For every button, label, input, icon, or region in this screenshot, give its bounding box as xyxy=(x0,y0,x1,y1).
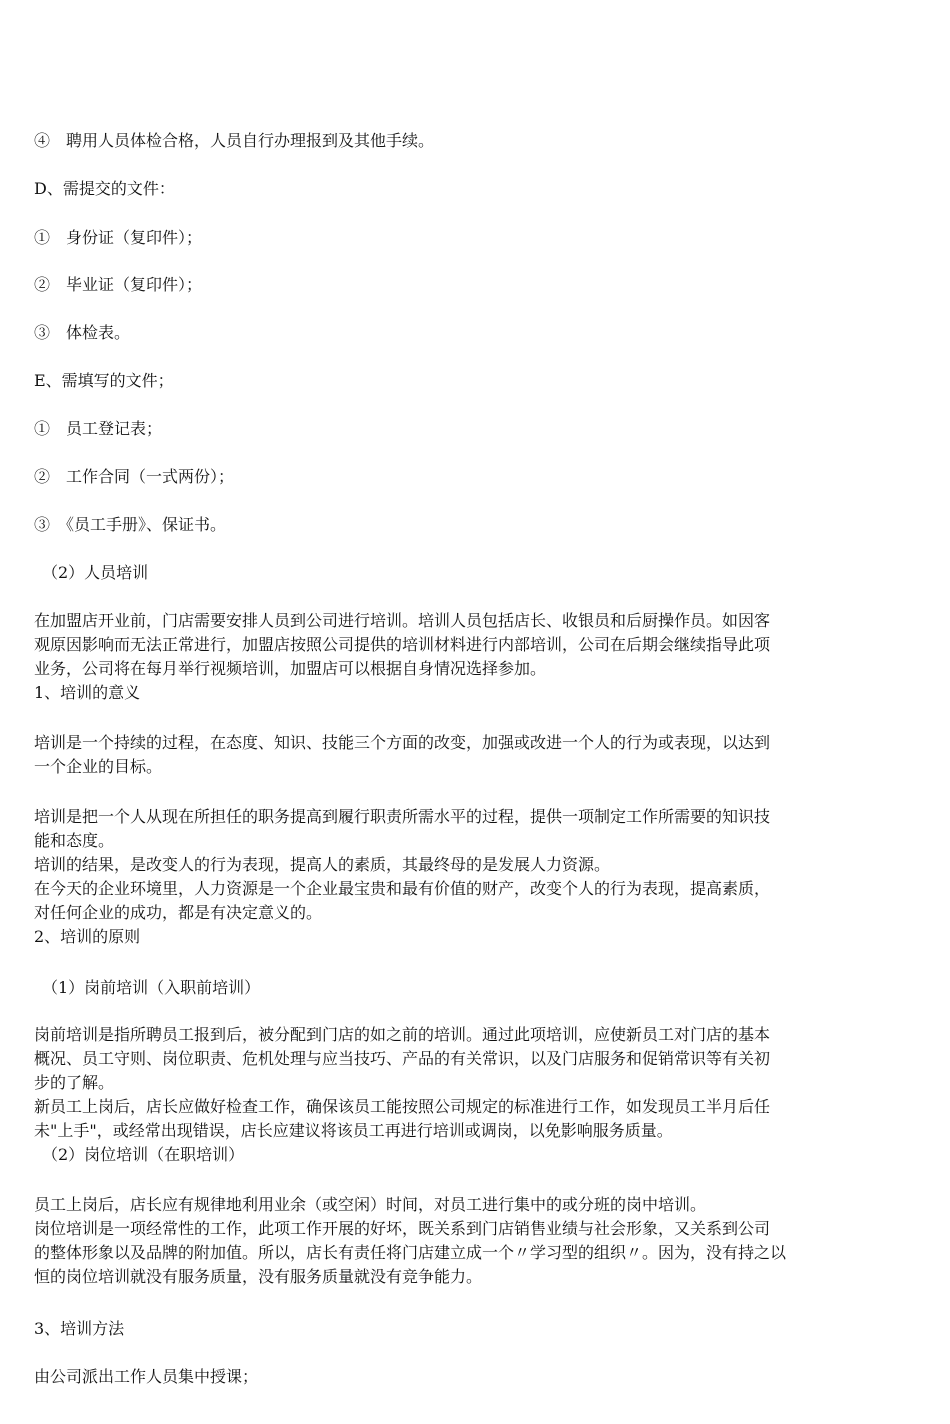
text-line: 员工上岗后，店长应有规律地利用业余（或空闲）时间，对员工进行集中的或分班的岗中培训。 xyxy=(34,1195,707,1214)
section-heading: （1）岗前培训（入职前培训） xyxy=(42,978,261,997)
text-line: 培训是把一个人从现在所担任的职务提高到履行职责所需水平的过程，提供一项制定工作所需要的知识技 xyxy=(34,807,771,826)
paragraph xyxy=(34,609,864,705)
list-item: ③ 体检表。 xyxy=(34,323,131,342)
list-item: ① 员工登记表； xyxy=(34,419,163,438)
text-line: 培训的结果，是改变人的行为表现，提高人的素质，其最终母的是发展人力资源。 xyxy=(34,855,611,874)
text-line: 新员工上岗后，店长应做好检查工作，确保该员工能按照公司规定的标准进行工作，如发现员工半月后任 xyxy=(34,1097,771,1116)
paragraph xyxy=(34,1193,864,1289)
text-line: 能和态度。 xyxy=(34,831,115,850)
text-line: 业务，公司将在每月举行视频培训，加盟店可以根据自身情况选择参加。 xyxy=(34,659,547,678)
text-line: 在加盟店开业前，门店需要安排人员到公司进行培训。培训人员包括店长、收银员和后厨操作员。如因客 xyxy=(34,611,771,630)
section-heading: （2）人员培训 xyxy=(42,563,149,582)
text-line: 由公司派出工作人员集中授课； xyxy=(34,1367,259,1386)
paragraph xyxy=(34,731,864,779)
text-line: 未"上手"，或经常出现错误，店长应建议将该员工再进行培训或调岗，以免影响服务质量。 xyxy=(34,1121,673,1140)
text-line: 恒的岗位培训就没有服务质量，没有服务质量就没有竞争能力。 xyxy=(34,1267,483,1286)
section-heading: D、需提交的文件： xyxy=(34,179,175,198)
text-line: 观原因影响而无法正常进行，加盟店按照公司提供的培训材料进行内部培训，公司在后期会继续指导此项 xyxy=(34,635,771,654)
text-line: 步的了解。 xyxy=(34,1073,115,1092)
section-heading: E、需填写的文件； xyxy=(34,371,174,390)
section-heading: 2、培训的原则 xyxy=(34,927,141,946)
paragraph xyxy=(34,1023,864,1167)
section-heading: （2）岗位培训（在职培训） xyxy=(42,1145,245,1164)
text-line: 概况、员工守则、岗位职责、危机处理与应当技巧、产品的有关常识，以及门店服务和促销常识等有关初 xyxy=(34,1049,771,1068)
text-line: 岗位培训是一项经常性的工作，此项工作开展的好坏，既关系到门店销售业绩与社会形象，又关系到公司 xyxy=(34,1219,771,1238)
text-line: 培训是一个持续的过程，在态度、知识、技能三个方面的改变，加强或改进一个人的行为或表现，以达到 xyxy=(34,733,771,752)
text-line: 岗前培训是指所聘员工报到后，被分配到门店的如之前的培训。通过此项培训，应使新员工对门店的基本 xyxy=(34,1025,771,1044)
list-item: ① 身份证（复印件）； xyxy=(34,228,203,247)
list-item: ② 工作合同（一式两份）； xyxy=(34,467,235,486)
list-item: ③ 《员工手册》、保证书。 xyxy=(34,515,227,534)
list-item: ④ 聘用人员体检合格，人员自行办理报到及其他手续。 xyxy=(34,131,435,150)
section-heading: 1、培训的意义 xyxy=(34,683,141,702)
section-heading: 3、培训方法 xyxy=(34,1319,125,1338)
paragraph xyxy=(34,805,864,949)
text-line: 一个企业的目标。 xyxy=(34,757,163,776)
text-line: 对任何企业的成功，都是有决定意义的。 xyxy=(34,903,323,922)
list-item: ② 毕业证（复印件）； xyxy=(34,275,203,294)
text-line: 在今天的企业环境里，人力资源是一个企业最宝贵和最有价值的财产，改变个人的行为表现，提高素质， xyxy=(34,879,771,898)
text-line: 的整体形象以及品牌的附加值。所以，店长有责任将门店建立成一个〃学习型的组织〃。因为，没有持之以 xyxy=(34,1243,787,1262)
